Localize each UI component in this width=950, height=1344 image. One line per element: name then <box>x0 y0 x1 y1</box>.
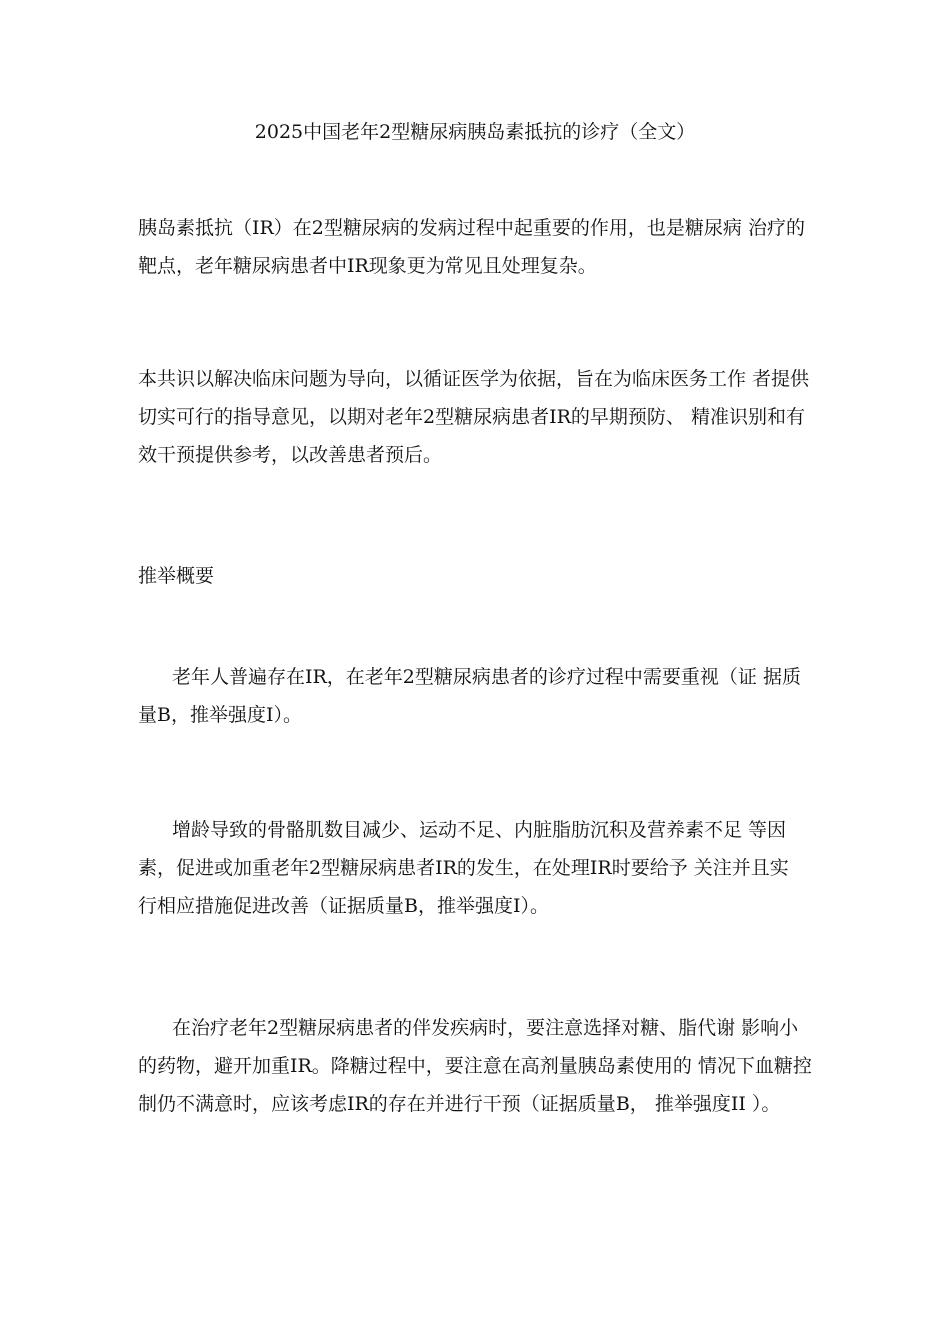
document-title: 2025中国老年2型糖尿病胰岛素抵抗的诊疗（全文） <box>254 121 696 143</box>
text-line: 切实可行的指导意见，以期对老年2型糖尿病患者IR的早期预防、 精准识别和有 <box>138 406 805 428</box>
text-line: 老年人普遍存在IR，在老年2型糖尿病患者的诊疗过程中需要重视（证 据质 <box>172 666 801 688</box>
text-line: 靶点，老年糖尿病患者中IR现象更为常见且处理复杂。 <box>138 255 597 277</box>
text-line: 效干预提供参考，以改善患者预后。 <box>138 444 443 466</box>
section-heading: 推举概要 <box>138 565 215 587</box>
recommendation-paragraph-1 <box>138 658 828 734</box>
text-line: 行相应措施促进改善（证据质量B，推举强度I）。 <box>138 895 549 917</box>
text-line: 在治疗老年2型糖尿病患者的伴发疾病时，要注意选择对糖、脂代谢 影响小 <box>172 1017 799 1039</box>
text-line: 素，促进或加重老年2型糖尿病患者IR的发生，在处理IR时要给予 关注并且实 <box>138 857 789 879</box>
text-line: 量B，推举强度I）。 <box>138 704 302 726</box>
intro-paragraph-2 <box>138 360 828 474</box>
intro-paragraph-1 <box>138 209 828 285</box>
recommendation-paragraph-3 <box>138 1009 828 1123</box>
text-line: 增龄导致的骨骼肌数目减少、运动不足、内脏脂肪沉积及营养素不足 等因 <box>172 819 787 841</box>
text-line: 的药物，避开加重IR。降糖过程中，要注意在高剂量胰岛素使用的 情况下血糖控 <box>138 1055 812 1077</box>
text-line: 胰岛素抵抗（IR）在2型糖尿病的发病过程中起重要的作用，也是糖尿病 治疗的 <box>138 217 805 239</box>
recommendation-paragraph-2 <box>138 811 828 925</box>
text-line: 制仍不满意时，应该考虑IR的存在并进行干预（证据质量B， 推举强度II ）。 <box>138 1093 781 1115</box>
text-line: 本共识以解决临床问题为导向，以循证医学为依据，旨在为临床医务工作 者提供 <box>138 368 810 390</box>
